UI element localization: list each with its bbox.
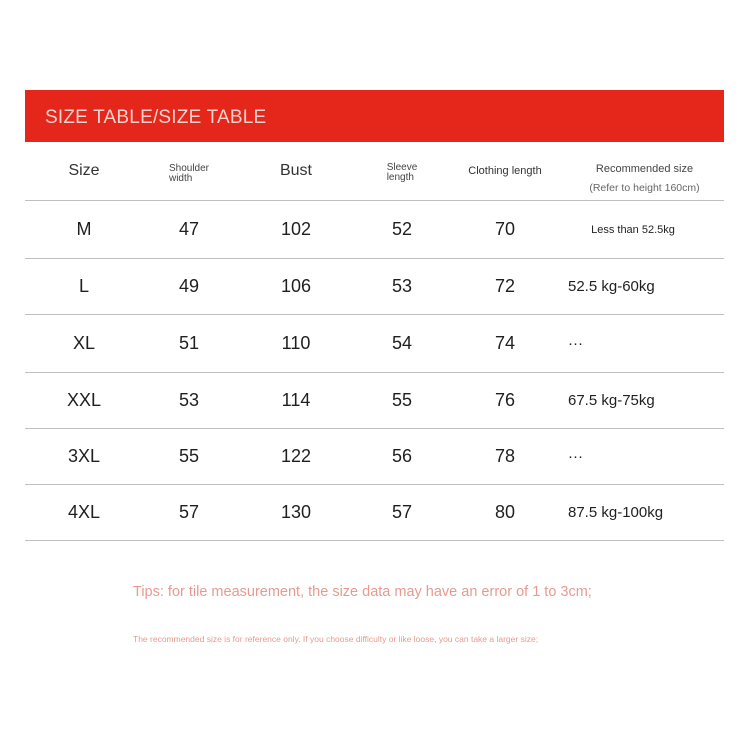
page-title: SIZE TABLE/SIZE TABLE <box>45 107 267 128</box>
size-cell <box>25 201 143 258</box>
size-cell <box>25 429 143 484</box>
clothing-length-cell <box>445 259 565 314</box>
shoulder-cell-value: 47 <box>178 219 200 239</box>
header-bust-label: Bust <box>279 162 312 179</box>
sleeve-cell <box>357 201 447 258</box>
table-row <box>25 373 724 429</box>
bust-cell-value: 130 <box>280 502 312 522</box>
size-cell <box>25 485 143 540</box>
clothing-length-cell <box>445 201 565 258</box>
clothing-length-cell <box>445 373 565 428</box>
clothing-length-cell <box>445 315 565 372</box>
bust-cell-value: 102 <box>280 219 312 239</box>
recommended-size-cell-value: Less than 52.5kg <box>591 223 675 236</box>
size-cell <box>25 373 143 428</box>
header-clothing-length <box>445 142 565 200</box>
tips-line-2: The recommended size is for reference only. If you choose difficulty or like loose, you can take a larger size; <box>133 634 539 644</box>
size-cell-value: 4XL <box>67 502 101 522</box>
recommended-size-cell <box>565 373 727 428</box>
recommended-size-cell-value: ··· <box>568 448 583 465</box>
sleeve-cell-value: 57 <box>391 502 413 522</box>
recommended-size-cell <box>565 201 701 258</box>
shoulder-cell-value: 51 <box>178 333 200 353</box>
shoulder-cell <box>143 315 235 372</box>
size-cell-value: XL <box>72 333 96 353</box>
clothing-length-cell-value: 76 <box>494 390 516 410</box>
header-recommended <box>565 142 724 200</box>
bust-cell <box>240 201 352 258</box>
table-row <box>25 259 724 315</box>
table-row <box>25 485 724 541</box>
size-cell-value: M <box>76 219 92 239</box>
shoulder-cell <box>143 485 235 540</box>
header-recommended-label: Recommended size <box>595 163 694 175</box>
header-sleeve-label <box>387 163 418 183</box>
header-size <box>25 142 143 200</box>
clothing-length-cell-value: 74 <box>494 333 516 353</box>
sleeve-cell-value: 53 <box>391 276 413 296</box>
clothing-length-cell-value: 70 <box>494 219 516 239</box>
shoulder-cell <box>143 429 235 484</box>
header-shoulder-label <box>169 164 209 184</box>
header-sleeve <box>357 142 447 200</box>
size-cell <box>25 259 143 314</box>
bust-cell-value: 114 <box>281 390 311 410</box>
recommended-size-cell-value: 52.5 kg-60kg <box>568 278 655 295</box>
table-row <box>25 315 724 373</box>
sleeve-cell-value: 54 <box>391 333 413 353</box>
recommended-size-cell-value: 67.5 kg-75kg <box>568 392 655 409</box>
sleeve-cell-value: 55 <box>391 390 413 410</box>
shoulder-cell-value: 53 <box>178 390 200 410</box>
header-sleeve-line2: length <box>386 172 414 183</box>
bust-cell-value: 110 <box>281 333 311 353</box>
clothing-length-cell-value: 78 <box>494 446 516 466</box>
recommended-size-cell-value: 87.5 kg-100kg <box>568 504 664 521</box>
shoulder-cell-value: 57 <box>178 502 200 522</box>
table-row <box>25 429 724 485</box>
size-cell <box>25 315 143 372</box>
recommended-size-cell <box>565 485 727 540</box>
clothing-length-cell <box>445 429 565 484</box>
recommended-size-cell <box>565 259 727 314</box>
bust-cell <box>240 485 352 540</box>
bust-cell-value: 106 <box>280 276 312 296</box>
shoulder-cell-value: 55 <box>178 446 200 466</box>
bust-cell <box>240 429 352 484</box>
bust-cell-value: 122 <box>280 446 312 466</box>
size-cell-value: XXL <box>66 390 102 410</box>
size-cell-value: L <box>78 276 89 296</box>
header-shoulder-line1: Shoulder <box>168 163 210 174</box>
sleeve-cell <box>357 259 447 314</box>
sleeve-cell-value: 56 <box>391 446 413 466</box>
clothing-length-cell-value: 80 <box>494 502 516 522</box>
bust-cell <box>240 315 352 372</box>
header-sleeve-line1: Sleeve <box>386 162 418 173</box>
table-header-row <box>25 142 724 201</box>
recommended-size-cell <box>565 315 727 372</box>
clothing-length-cell <box>445 485 565 540</box>
header-bust <box>240 142 352 200</box>
sleeve-cell-value: 52 <box>391 219 413 239</box>
size-cell-value: 3XL <box>67 446 101 466</box>
tips-line-1: Tips: for tile measurement, the size data may have an error of 1 to 3cm; <box>133 584 592 600</box>
shoulder-cell <box>143 259 235 314</box>
sleeve-cell <box>357 315 447 372</box>
header-size-label: Size <box>68 162 100 179</box>
recommended-size-cell <box>565 429 727 484</box>
shoulder-cell <box>143 201 235 258</box>
header-shoulder-line2: width <box>168 173 193 184</box>
header-shoulder <box>143 142 235 200</box>
sleeve-cell <box>357 485 447 540</box>
shoulder-cell <box>143 373 235 428</box>
clothing-length-cell-value: 72 <box>494 276 516 296</box>
table-row <box>25 201 724 259</box>
bust-cell <box>240 373 352 428</box>
bust-cell <box>240 259 352 314</box>
sleeve-cell <box>357 373 447 428</box>
shoulder-cell-value: 49 <box>178 276 200 296</box>
title-banner <box>25 90 724 142</box>
sleeve-cell <box>357 429 447 484</box>
header-recommended-block <box>565 163 724 194</box>
size-table <box>25 142 724 541</box>
header-recommended-note: (Refer to height 160cm) <box>589 182 700 194</box>
header-clothing-length-label: Clothing length <box>468 165 542 177</box>
recommended-size-cell-value: ··· <box>568 335 583 352</box>
